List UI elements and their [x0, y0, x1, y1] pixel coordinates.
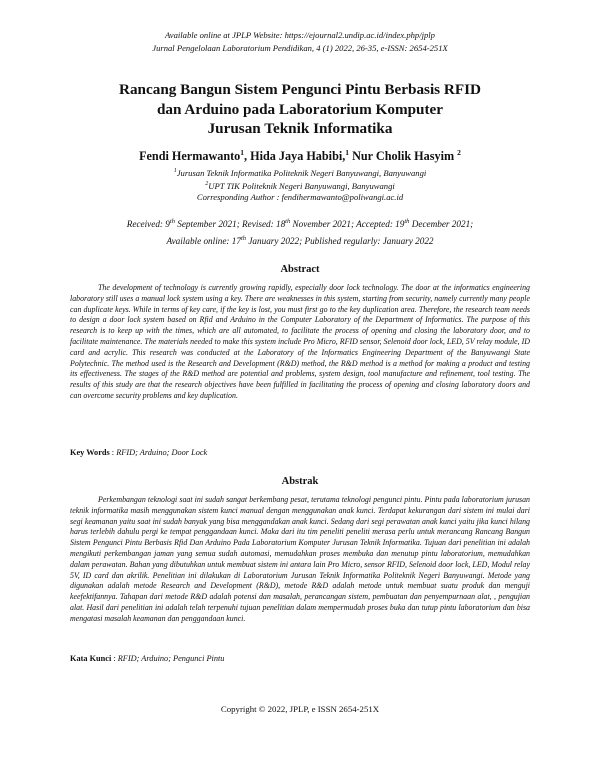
- author-2-affil: 1: [345, 148, 350, 157]
- author-2: , Hida Jaya Habibi,: [244, 149, 346, 164]
- keywords-id: Kata Kunci : RFID; Arduino; Pengunci Pintu: [70, 654, 225, 663]
- author-1-affil: 1: [240, 148, 245, 157]
- abstrak-text: Perkembangan teknologi saat ini sudah sangat berkembang pesat, terutama teknologi pengunci pintu. Pintu pada laboratorium jurusan teknik informatika masih menggunakan sistem kunci manual dengan menggunakan anak kunci. Terdapat kekurangan dari sistem ini mulai dari segi keamanan yaitu saat ini sudah banyak yang bisa menggandakan anak kunci. Sedang dari segi perawatan anak kunci yaitu jika kunci hilang harus terlebih dahulu pergi ke tempat penggandaan kunci. Maka dari itu tim peneliti peneliti merasa perlu untuk merancang Rancang Bangun Sistem Pengunci Pintu Berbasis Rfid Dan Arduino Pada Laboratorium Komputer Jurusan Teknik Informatika. Tujuan dari penelitian ini adalah mengikuti perkembangan jaman yang semua sudah automasi, memudahkan proses membuka dan menutup pintu laboratorium, memudahkan dalam perawatan. Bahan yang dibutuhkan untuk membuat sistem ini antara lain Pro Micro, sensor RFID, Selenoid door lock, LED, Modul relay 5V, ID card dan akrilik. Penelitian ini dilakukan di Laboratorium Jurusan Teknik Informatika Politeknik Negeri Banyuwangi. Metode yang digunakan adalah metode Research and Development (R&D), metode R&D adalah metode untuk membuat suatu produk dan menguji keefektifannya. Tahapan dari metode R&D adalah potensi dan masalah, perancangan sistem, pembuatan dan penyempurnaan alat, , pengujian alat. Hasil dari penelitian ini adalah telah terpenuhi tujuan penelitian dalam mempermudah proses buka dan tutup pintu laboratorium dan bisa mengatasi masalah keamanan dan penggandaan kunci.: [70, 495, 530, 623]
- abstract-text: The development of technology is currently growing rapidly, especially door lock technology. The door at the informatics engineering laboratory still uses a manual lock system using a key. There are weaknesses in this system, starting from security, namely currently many people can duplicate keys. While in terms of key care, if the key is lost, you must first go to the key duplication area. Therefore, the research team needs to design a door lock system based on Rfid and Arduino in the Computer Laboratory of the Department of Informatics. The purpose of this research is to keep up with the times, which are all automated, to facilitate the process of opening and closing the laboratory door, and to facilitate maintenance. The materials needed to make this system include Pro Micro, RFID sensor, Selenoid door lock, LED, 5V relay module, ID card and acrylic. This research was conducted at the Laboratory of the Informatics Engineering Department of the Banyuwangi State Polytechnic. The method used is the Research and Development (R&D) method, the R&D method is a method for making a product and testing its effectiveness. The stages of the R&D method are potential and problems, system design, tool manufacture and refinement, tool testing. The results of this study are that the research objectives have been fulfilled in facilitating the process of opening and closing laboratory doors and can overcome security problems and key duplication.: [70, 283, 530, 400]
- keywords-en: Key Words : RFID; Arduino; Door Lock: [70, 448, 208, 457]
- corresponding-author: Corresponding Author : fendihermawanto@poliwangi.ac.id: [196, 192, 404, 203]
- abstrak-heading: Abstrak: [281, 476, 319, 487]
- affiliation-1: $^1$Jurusan Teknik Informatika Politeknik Negeri Banyuwangi, Banyuwangi: [173, 167, 427, 178]
- affiliations: [0, 166, 600, 203]
- copyright-footer: Copyright © 2022, JPLP, e ISSN 2654-251X: [220, 704, 380, 714]
- paper-title: [60, 80, 540, 139]
- affiliation-2: $^2$UPT TIK Politeknik Negeri Banyuwangi, Banyuwangi: [205, 180, 395, 191]
- author-list: [0, 148, 600, 164]
- title-line-1: Rancang Bangun Sistem Pengunci Pintu Berbasis RFID: [118, 81, 482, 98]
- author-1: Fendi Hermawanto: [139, 149, 241, 164]
- author-3: Nur Cholik Hasyim: [349, 149, 455, 164]
- abstract-heading: Abstract: [280, 264, 320, 275]
- publication-dates: Available online: 17th January 2022; Published regularly: January 2022: [166, 235, 434, 247]
- journal-citation-line: Jurnal Pengelolaan Laboratorium Pendidikan, 4 (1) 2022, 26-35, e-ISSN: 2654-251X: [152, 43, 448, 53]
- author-3-affil: 2: [457, 148, 461, 157]
- submission-dates: Received: 9th September 2021; Revised: 18th November 2021; Accepted: 19th December 2021;: [126, 218, 474, 230]
- journal-website-line: Available online at JPLP Website: https://ejournal2.undip.ac.id/index.php/jplp: [165, 30, 435, 40]
- title-line-2: dan Arduino pada Laboratorium Komputer: [156, 100, 444, 118]
- title-line-3: Jurusan Teknik Informatika: [207, 120, 393, 137]
